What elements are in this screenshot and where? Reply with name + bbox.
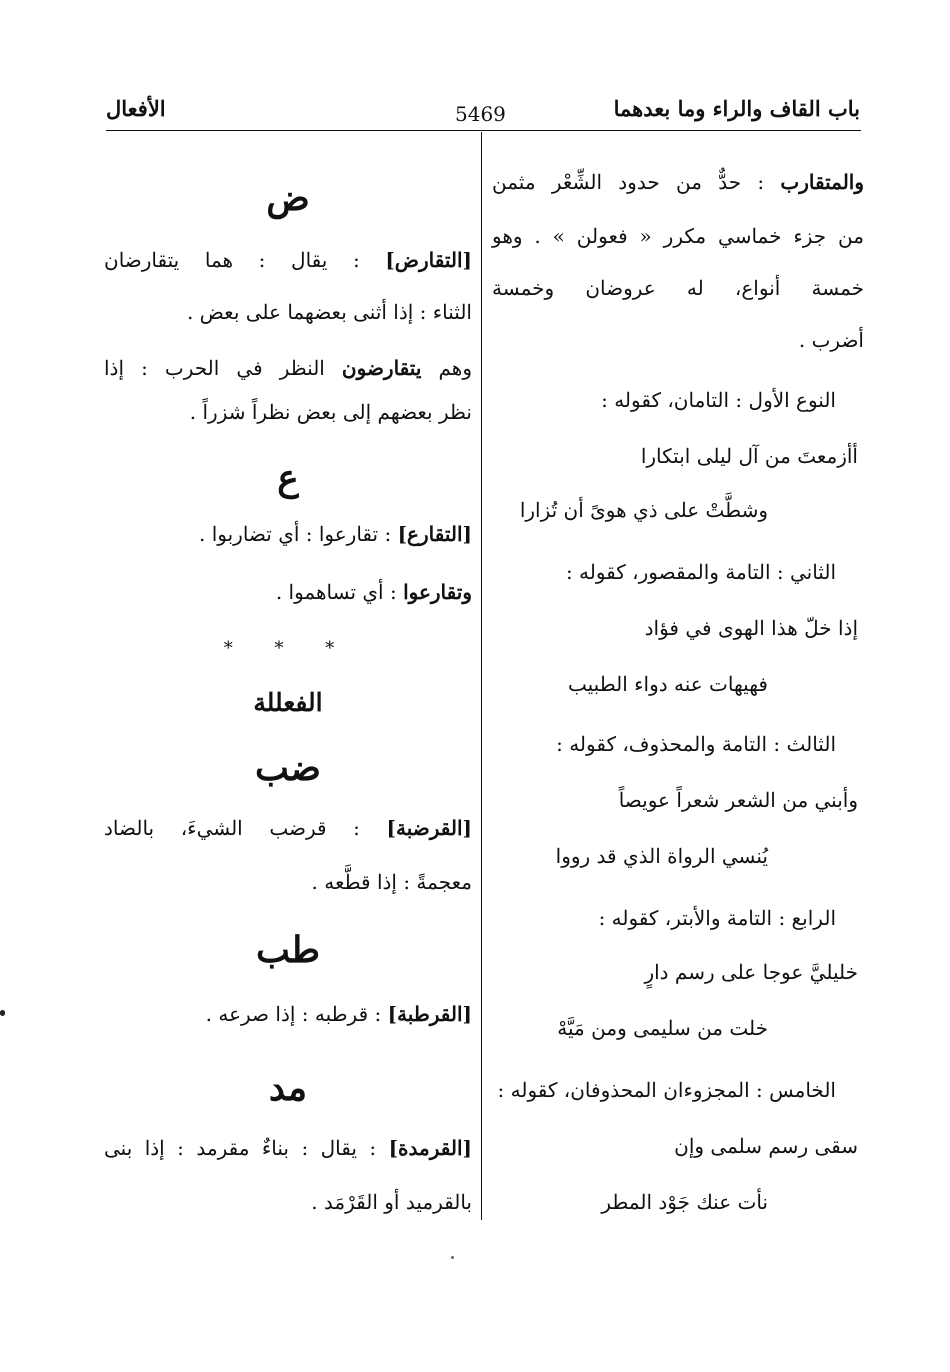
entry-text: : تقارعوا : أي تضاربوا . xyxy=(199,522,392,546)
entry-headword: يتقارضون xyxy=(341,356,422,380)
text-line xyxy=(104,522,472,552)
entry-text: : أي تساهموا . xyxy=(275,580,397,604)
text-line: الثالث : التامة والمحذوف، كقوله : xyxy=(556,732,836,756)
text-line: الثناء : إذا أثنى بعضهما على بعض . xyxy=(186,300,472,324)
entry-text: : قرطبه : إذا صرعه . xyxy=(205,1002,382,1026)
letter-heading: طب xyxy=(255,929,320,971)
verse-line: إذا خلّ هذا الهوى في فؤاد xyxy=(644,616,858,640)
verse-line: وشطَّتْ على ذي هوىً أن تُزارا xyxy=(519,498,768,522)
text-line xyxy=(104,1136,472,1166)
text-line: الرابع : التامة والأبتر، كقوله : xyxy=(598,906,836,930)
text-line xyxy=(104,816,472,846)
letter-heading: مد xyxy=(268,1067,308,1109)
verse-line: سقى رسم سلمى وإن xyxy=(674,1134,858,1158)
margin-mark xyxy=(0,1010,5,1016)
column-divider xyxy=(481,132,482,1220)
entry-headword: وتقارعوا xyxy=(403,580,472,604)
text-line: نظر بعضهم إلى بعض نظراً شزراً . xyxy=(189,400,472,424)
text-line xyxy=(492,170,864,200)
entry-text: : حدٌّ من حدود الشِّعْر مثمن xyxy=(492,170,765,194)
verse-line: خلت من سليمى ومن مَيَّهْ xyxy=(557,1016,768,1040)
entry-headword: [القرطبة] xyxy=(387,1002,472,1026)
page-header xyxy=(100,92,860,132)
letter-heading: ض xyxy=(266,177,310,219)
entry-headword: [القرضبة] xyxy=(386,816,473,840)
entry-headword: [التقارض] xyxy=(385,248,472,272)
text-line: أضرب . xyxy=(798,328,864,352)
verse-line: وأبني من الشعر شعراً عويصاً xyxy=(618,788,858,812)
scan-speck xyxy=(451,1256,454,1259)
header-rule xyxy=(106,130,861,131)
text-line xyxy=(104,356,472,386)
text-line: خمسة أنواع، له عروضان وخمسة xyxy=(492,276,864,300)
text-line xyxy=(104,580,472,610)
text-line: بالقرميد أو القَرْمَد . xyxy=(311,1190,472,1214)
text-line: معجمةً : إذا قطَّعه . xyxy=(311,870,472,894)
entry-headword: [القرمدة] xyxy=(388,1136,472,1160)
verse-line: فهيهات عنه دواء الطبيب xyxy=(567,672,768,696)
entry-text: : قرضب الشيءَ، بالضاد xyxy=(104,816,360,840)
page-number: 5469 xyxy=(455,102,506,126)
verse-line: أأزمعتَ من آل ليلى ابتكارا xyxy=(640,444,858,468)
text-line: النوع الأول : التامان، كقوله : xyxy=(601,388,836,412)
verse-line: يُنسي الرواة الذي قد رووا xyxy=(555,844,768,868)
entry-headword: والمتقارب xyxy=(780,170,865,194)
entry-headword: [التقارع] xyxy=(397,522,472,546)
entry-text: : يقال : هما يتقارضان xyxy=(104,248,360,272)
text-line xyxy=(104,1002,472,1032)
entry-text: وهم xyxy=(438,356,472,380)
entry-text: النظر في الحرب : إذا xyxy=(104,356,325,380)
text-line: الخامس : المجزوءان المحذوفان، كقوله : xyxy=(497,1078,836,1102)
entry-text: : يقال : بناءٌ مقرمد : إذا بنى xyxy=(104,1136,377,1160)
text-line xyxy=(104,248,472,278)
section-separator: * * * xyxy=(223,638,353,659)
text-line: من جزء خماسي مكرر « فعولن » . وهو xyxy=(492,224,864,248)
section-title: الفعللة xyxy=(253,688,323,717)
running-head-right: باب القاف والراء وما بعدهما xyxy=(613,96,860,121)
running-head-left: الأفعال xyxy=(106,96,166,121)
verse-line: خليليَّ عوجا على رسم دارٍ xyxy=(644,960,858,984)
letter-heading: ضب xyxy=(255,747,321,789)
text-line: الثاني : التامة والمقصور، كقوله : xyxy=(565,560,836,584)
letter-heading: ع xyxy=(277,457,299,499)
verse-line: نأت عنك جَوْد المطر xyxy=(601,1190,768,1214)
